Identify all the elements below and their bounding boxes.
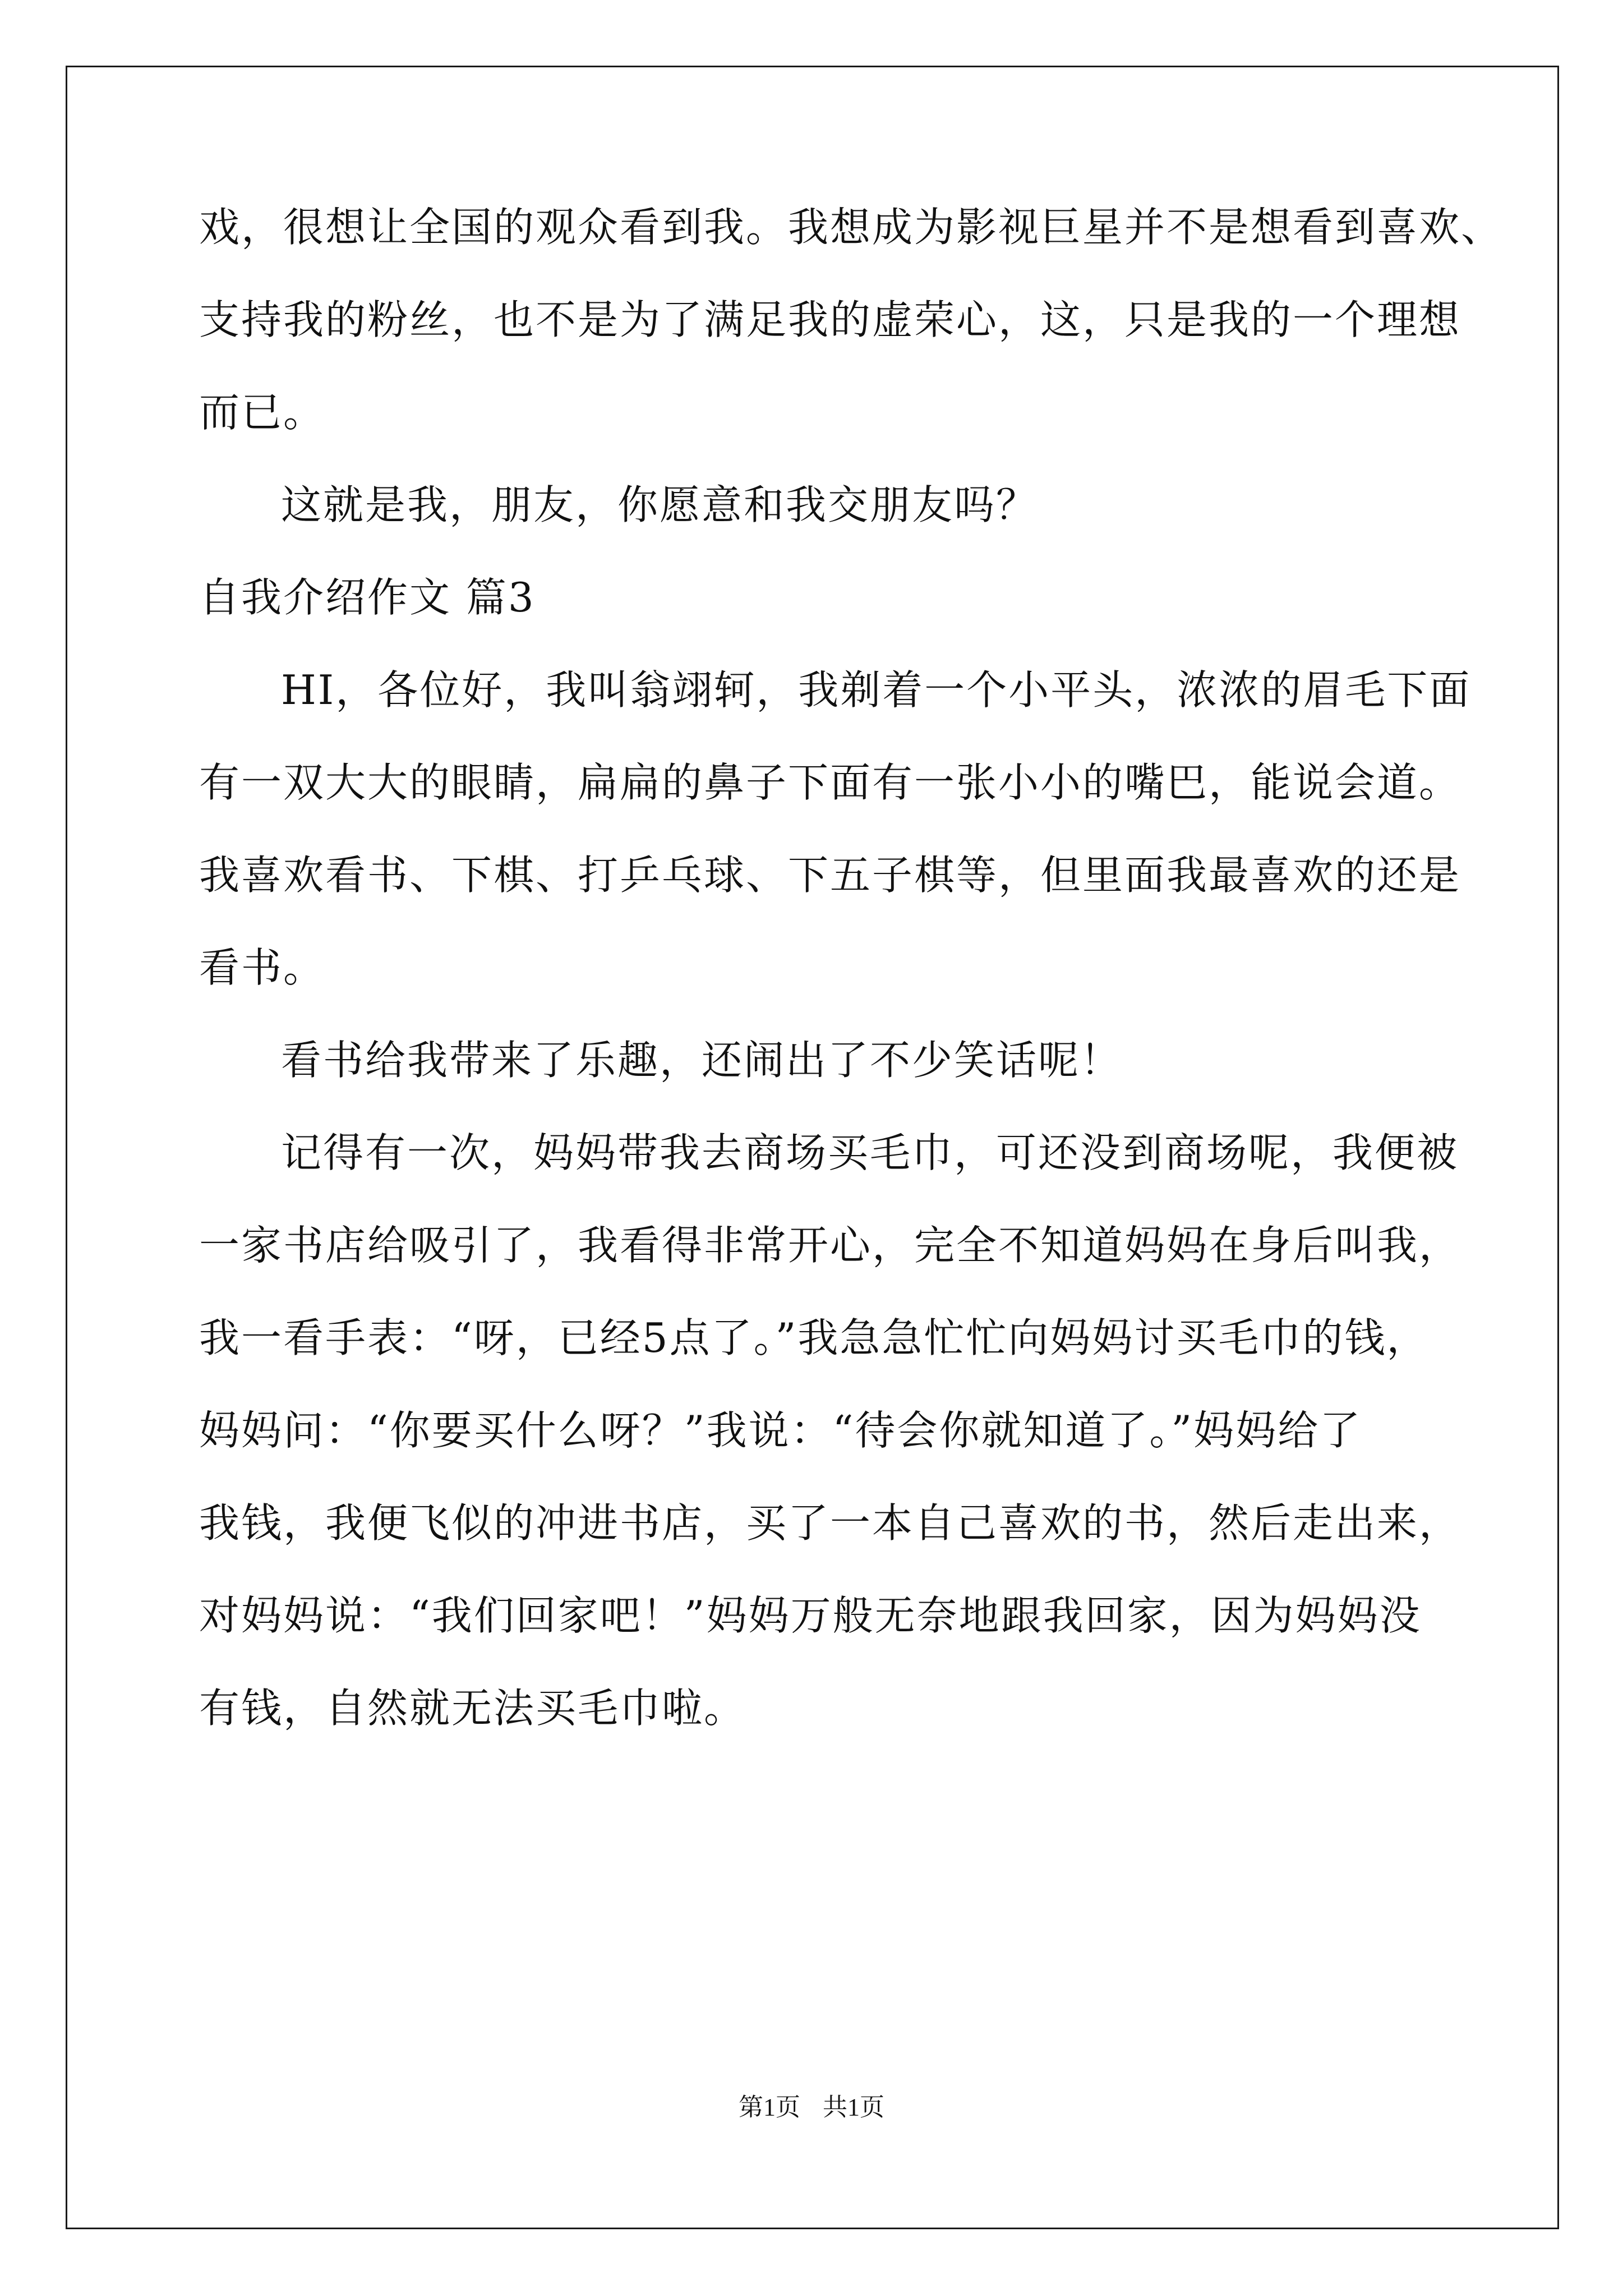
paragraph-line: 我一看手表：“呀，已经5点了。”我急急忙忙向妈妈讨买毛巾的钱， (199, 1314, 1429, 1361)
paragraph-line: 我钱，我便飞似的冲进书店，买了一本自己喜欢的书，然后走出来， (199, 1499, 1461, 1547)
paragraph-line: 戏，很想让全国的观众看到我。我想成为影视巨星并不是想看到喜欢、 (199, 204, 1504, 251)
paragraph-line: 我喜欢看书、下棋、打乒乓球、下五子棋等，但里面我最喜欢的还是 (199, 852, 1461, 899)
paragraph-line: 支持我的粉丝，也不是为了满足我的虚荣心，这，只是我的一个理想 (199, 296, 1461, 343)
paragraph-line: 这就是我，朋友，你愿意和我交朋友吗？ (281, 481, 1039, 528)
page-number: 第1页 (739, 2093, 800, 2121)
paragraph-line: 妈妈问：“你要买什么呀？”我说：“待会你就知道了。”妈妈给了 (199, 1407, 1362, 1454)
paragraph-line: 看书。 (199, 944, 326, 991)
paragraph-line: 一家书店给吸引了，我看得非常开心，完全不知道妈妈在身后叫我， (199, 1222, 1461, 1269)
paragraph-line: 记得有一次，妈妈带我去商场买毛巾，可还没到商场呢，我便被 (281, 1129, 1459, 1176)
page-total: 共1页 (823, 2093, 884, 2121)
section-heading: 自我介绍作文 篇3 (199, 574, 536, 621)
paragraph-line: 对妈妈说：“我们回家吧！”妈妈万般无奈地跟我回家，因为妈妈没 (199, 1592, 1422, 1639)
page-footer (0, 2091, 1623, 2124)
paragraph-line: HI，各位好，我叫翁翊轲，我剃着一个小平头，浓浓的眉毛下面 (281, 666, 1472, 714)
paragraph-line: 有一双大大的眼睛，扁扁的鼻子下面有一张小小的嘴巴，能说会道。 (199, 759, 1461, 806)
paragraph-line: 看书给我带来了乐趣，还闹出了不少笑话呢！ (281, 1037, 1123, 1084)
paragraph-line: 而已。 (199, 389, 326, 436)
paragraph-line: 有钱，自然就无法买毛巾啦。 (199, 1685, 746, 1732)
